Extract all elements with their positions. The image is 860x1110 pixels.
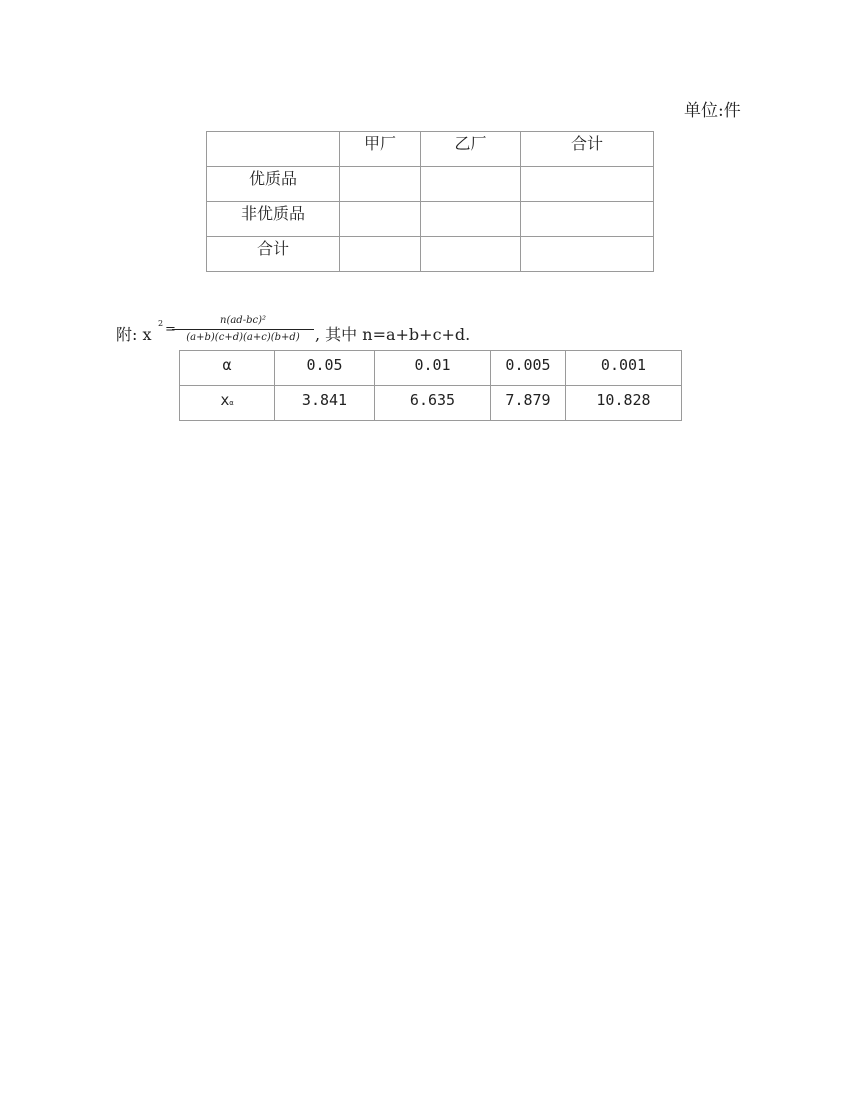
- header-cell: 乙厂: [421, 132, 521, 167]
- table-cell: [421, 237, 521, 272]
- formula-numerator: n(ad-bc)²: [172, 312, 314, 330]
- table-cell: [421, 202, 521, 237]
- table-row: [180, 351, 682, 386]
- table-cell: [521, 202, 654, 237]
- alpha-cell: 0.05: [275, 351, 375, 386]
- table-cell: [340, 202, 421, 237]
- alpha-cell: 0.005: [491, 351, 566, 386]
- critical-cell: 7.879: [491, 386, 566, 421]
- formula-denominator: (a+b)(c+d)(a+c)(b+d): [186, 332, 300, 343]
- row-label: [180, 386, 275, 421]
- table-cell: [340, 237, 421, 272]
- row-label: 优质品: [207, 167, 340, 202]
- formula-superscript: 2: [158, 319, 164, 328]
- critical-value-table: [179, 350, 682, 421]
- row-label-main: x: [220, 391, 230, 409]
- row-label-subscript: α: [229, 399, 234, 407]
- formula-suffix: , 其中 n=a+b+c+d.: [315, 325, 471, 344]
- table-cell: [521, 167, 654, 202]
- table-row: [180, 386, 682, 421]
- table-row: [207, 167, 654, 202]
- table-row: [207, 237, 654, 272]
- row-label: 合计: [207, 237, 340, 272]
- critical-cell: 10.828: [566, 386, 682, 421]
- critical-cell: 6.635: [375, 386, 491, 421]
- table-header-row: [207, 132, 654, 167]
- formula-fraction: [172, 312, 314, 346]
- alpha-cell: 0.01: [375, 351, 491, 386]
- formula-prefix: 附: x: [116, 325, 152, 344]
- header-cell: 合计: [521, 132, 654, 167]
- header-cell: [207, 132, 340, 167]
- unit-label: 单位:件: [684, 101, 741, 121]
- table-cell: [521, 237, 654, 272]
- critical-cell: 3.841: [275, 386, 375, 421]
- factory-quality-table: [206, 131, 654, 272]
- table-row: [207, 202, 654, 237]
- table-cell: [340, 167, 421, 202]
- formula-equals: =: [165, 322, 176, 337]
- table-cell: [421, 167, 521, 202]
- alpha-cell: 0.001: [566, 351, 682, 386]
- header-cell: 甲厂: [340, 132, 421, 167]
- row-label: 非优质品: [207, 202, 340, 237]
- row-label: α: [180, 351, 275, 386]
